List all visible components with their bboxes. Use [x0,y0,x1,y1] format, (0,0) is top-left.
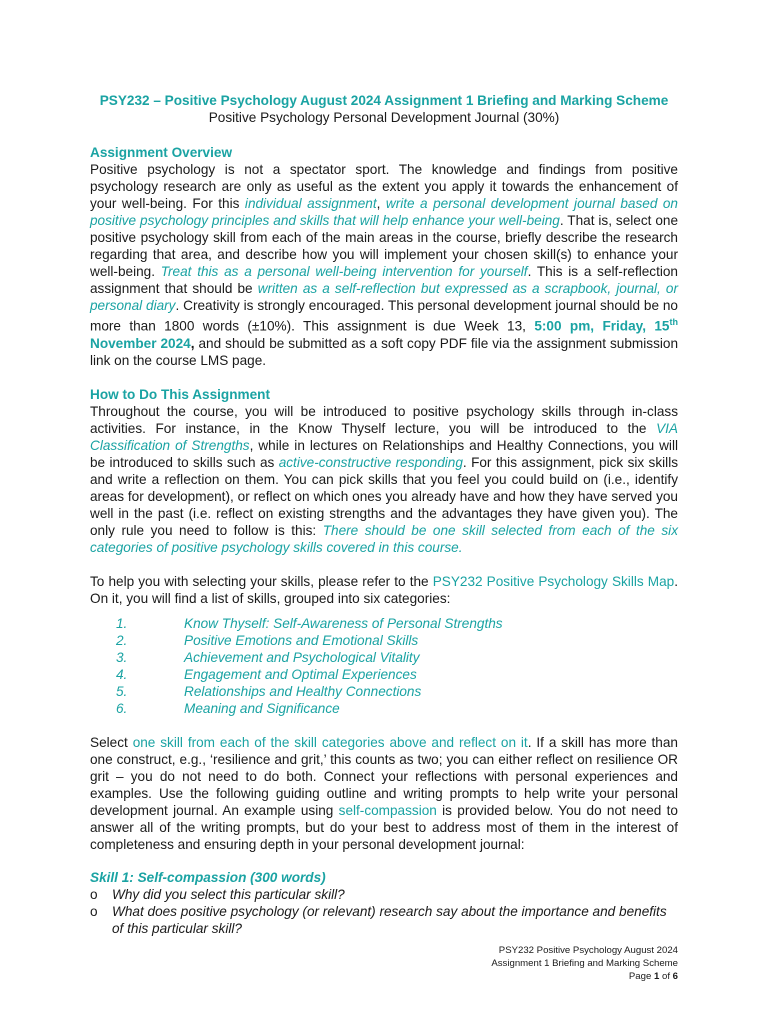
list-item [90,666,678,683]
emphasis-run: VIA Classification of Strengths [90,420,678,453]
text-run: . For this assignment, pick six skills and write a reflection on them. You can pick skills that you feel you could build on (i.e., identify areas for development), or reflect on which ones you already have and how they have served you well in the past (i.e. reflect on existing strengths and the advantages they have given you). The only rule you need to follow is this: [90,454,679,538]
due-date-run: 5:00 pm, Friday, 15 [534,318,670,334]
overview-paragraph [90,161,678,369]
list-label: Meaning and Significance [184,700,340,716]
emphasis-run: write a personal development journal based on positive psychology principles and skills that will help enhance your well-being [90,196,678,228]
list-item [90,700,678,717]
how-heading: How to Do This Assignment [90,386,270,402]
overview-heading: Assignment Overview [90,145,233,160]
list-label: Positive Emotions and Emotional Skills [184,632,419,648]
list-label: Know Thyself: Self-Awareness of Personal Strengths [184,615,503,631]
page-footer [491,944,678,983]
prompt-text: Why did you select this particular skill? [112,886,345,902]
text-run: Page [628,971,654,982]
text-run: . If a skill has more than one construct, e.g., ‘resilience and grit,’ this counts as two; you can either reflect on resilience OR grit – you do not need to do both. Connect your reflections with personal experiences and examples. Use the following guiding outline and writing prompts to help write your personal development journal. An example using [90,734,678,818]
text-run: is provided below. You do not need to answer all of the writing prompts, but do your best to address most of them in the interest of completeness and ensuring depth in your personal development journal: [90,802,678,852]
list-label: Achievement and Psychological Vitality [184,649,420,665]
total-pages: 6 [672,971,678,982]
list-item [90,615,678,632]
list-item [90,649,678,666]
emphasis-run: Treat this as a personal well-being intervention for yourself [160,264,528,279]
text-run: To help you with selecting your skills, please refer to the [90,573,433,589]
text-run: Throughout the course, you will be introduced to positive psychology skills through in-class activities. For instance, in the Know Thyself lecture, you will be introduced to the [90,403,678,436]
text-run: of [659,971,673,982]
emphasis-run: one skill from each of the skill categories above and reflect on it [132,734,528,750]
emphasis-run: self-compassion [338,802,437,818]
list-item [90,632,678,649]
select-paragraph [90,734,678,853]
document-subtitle: Positive Psychology Personal Development Journal (30%) [208,110,560,125]
document-title: PSY232 – Positive Psychology August 2024 Assignment 1 Briefing and Marking Scheme [99,93,669,108]
due-date-suffix: th [669,317,678,327]
footer-course: PSY232 Positive Psychology August 2024 [498,945,678,956]
text-run: . That is, select one positive psychology skill from each of the main areas in the course, briefly describe the research regarding that area, and describe how you will implement your chosen skill(s) to enhance your well-being. [90,213,679,279]
prompt-list [90,886,678,937]
list-item [90,903,678,937]
bullet-icon: o [90,886,98,902]
list-number: 5. [116,683,128,699]
text-run: . On it, you will find a list of skills, grouped into six categories: [90,573,678,606]
list-item [90,886,678,903]
emphasis-run: individual assignment [244,196,377,211]
text-run: , [376,196,386,211]
footer-document: Assignment 1 Briefing and Marking Scheme [491,958,678,969]
text-run: and should be submitted as a soft copy PDF file via the assignment submission link on the course LMS page. [90,335,679,368]
list-number: 6. [116,700,128,716]
how-paragraph [90,403,678,556]
list-item [90,683,678,700]
list-number: 4. [116,666,128,682]
list-label: Relationships and Healthy Connections [184,683,422,699]
text-run: . This is a self-reflection assignment that should be [90,264,678,296]
skills-map-link[interactable]: PSY232 Positive Psychology Skills Map [432,573,675,589]
text-run: . Creativity is strongly encouraged. This personal development journal should be no more than 1800 words (±10%). This assignment is due Week 13, [90,298,678,334]
document-page [90,92,678,937]
text-run: Select [90,734,133,750]
list-number: 1. [116,615,128,631]
page-number [491,970,678,983]
text-run: , [190,335,195,351]
text-run: , while in lectures on Relationships and Healthy Connections, you will be introduced to skills such as [90,437,678,470]
map-paragraph [90,573,678,607]
emphasis-run: active-constructive responding [278,454,463,470]
current-page: 1 [653,971,660,982]
list-number: 3. [116,649,128,665]
emphasis-run: There should be one skill selected from each of the six categories of positive psychology skills covered in this course. [90,522,678,555]
prompt-text: What does positive psychology (or relevant) research say about the importance and benefits of this particular skill? [112,903,667,936]
skill1-heading: Skill 1: Self-compassion (300 words) [90,869,326,885]
text-run: Positive psychology is not a spectator sport. The knowledge and findings from positive psychology research are only as useful as the extent you apply it towards the enhancement of your well-being. For this [90,162,678,211]
category-list [90,615,678,717]
list-number: 2. [116,632,128,648]
list-label: Engagement and Optimal Experiences [184,666,417,682]
emphasis-run: written as a self-reflection but expressed as a scrapbook, journal, or personal diary [90,281,679,313]
due-date-month: November 2024 [90,335,191,351]
bullet-icon: o [90,903,98,919]
